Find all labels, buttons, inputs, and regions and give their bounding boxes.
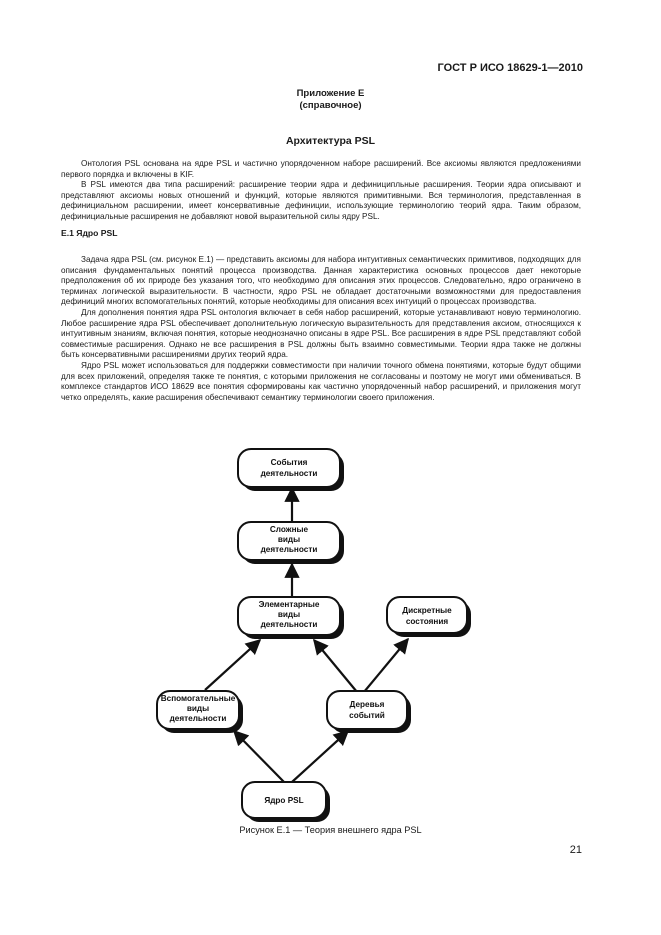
node-events	[238, 449, 344, 491]
complex-line-1: Сложные	[269, 525, 309, 534]
arrow-core-to-auxiliary	[234, 731, 284, 782]
event-trees-line-1: Деревья	[349, 700, 385, 709]
node-complex-activities	[238, 522, 344, 564]
node-auxiliary-activities	[157, 691, 243, 733]
node-event-trees	[327, 691, 411, 733]
page-number: 21	[569, 844, 582, 856]
auxiliary-line-1: Вспомогательные	[160, 694, 236, 703]
discrete-line-1: Дискретные	[402, 606, 452, 615]
figure-caption: Рисунок Е.1 — Теория внешнего ядра PSL	[239, 825, 422, 835]
intro-paragraph-2: В PSL имеются два типа расширений: расширение теории ядра и дефиниципльные расширения. Теории ядра описывают и представляют аксиомы новых отношений и функций, которые являются примитивными. Вся терминология, представленная в дефинициальном расширении, имеет консервативные дефиниции, использующие терминологию теорий ядра. Таким образом, дефинициальные расширения не добавляют новой выразительной силы ядру PSL.	[61, 180, 581, 221]
intro-paragraph-1: Онтология PSL основана на ядре PSL и частично упорядоченном наборе расширений. Все аксиомы являются предложениями первого порядка и включены в KIF.	[61, 159, 581, 179]
arrow-auxiliary-to-elementary	[205, 640, 260, 690]
node-psl-core	[242, 782, 330, 822]
discrete-line-2: состояния	[405, 617, 449, 626]
standard-header: ГОСТ Р ИСО 18629-1—2010	[437, 62, 583, 74]
elementary-line-3: деятельности	[260, 620, 318, 629]
e1-paragraph-3: Ядро PSL может использоваться для поддержки совместимости при наличии точного обмена понятиями, которые будут общими для всех приложений, определяя также те понятия, с которыми приложения не согласованы и поэтому не могут ими обмениваться. В комплексе стандартов ИСО 18629 все понятия сформированы как частично упорядоченный набор расширений, и приложения могут четко определять, какие расширения обеспечивают семантику терминологии своего приложения.	[61, 360, 581, 402]
events-line-2: деятельности	[260, 469, 318, 478]
auxiliary-line-2: виды	[186, 704, 210, 713]
complex-line-3: деятельности	[260, 545, 318, 554]
core-label: Ядро PSL	[264, 796, 304, 805]
node-discrete-states	[387, 597, 471, 637]
e1-paragraph-1: Задача ядра PSL (см. рисунок Е.1) — представить аксиомы для набора интуитивных семантических примитивов, подходящих для описания фундаментальных понятий процесса производства. Данная характеристика основных процессов дает некоторые предположения об их природе без указания того, что необходимо для описания этих процессов. Следовательно, ядро ограничено в терминах логической выразительности. В частности, ядро PSL не обладает достаточными возможностями для предоставления дефиниций многих вспомогательных понятий, которые необходимы для описания всех интуиций о процессах производства.	[61, 255, 581, 307]
appendix-type: (справочное)	[299, 100, 362, 111]
node-elementary-activities	[238, 597, 344, 639]
appendix-title: Приложение Е	[296, 88, 365, 99]
arrow-eventtrees-to-discrete	[364, 639, 408, 692]
page-title: Архитектура PSL	[285, 135, 376, 147]
e1-paragraph-2: Для дополнения понятия ядра PSL онтология включает в себя набор расширений, которые устанавливают новую терминологию. Любое расширение ядра PSL обеспечивает дополнительную логическую выразительность для представления аксиом, относящихся к интуитивным знаниям, включая понятия, которые неоднозначно описаны в ядре PSL. Все расширения в ядре PSL представляют собой совместимые расширения. Однако не все расширения в PSL должны быть взаимно совместимыми. Теории ядра также не должны быть консервативными расширениями других теорий ядра.	[61, 307, 581, 360]
arrow-eventtrees-to-elementary	[314, 640, 357, 692]
elementary-line-2: виды	[277, 610, 301, 619]
event-trees-line-2: событий	[349, 711, 385, 720]
section-heading-e1: Е.1 Ядро PSL	[61, 227, 118, 238]
events-line-1: События	[270, 458, 308, 467]
complex-line-2: виды	[277, 535, 301, 544]
elementary-line-1: Элементарные	[258, 600, 320, 609]
auxiliary-line-3: деятельности	[169, 714, 227, 723]
arrow-core-to-eventtrees	[292, 731, 348, 782]
